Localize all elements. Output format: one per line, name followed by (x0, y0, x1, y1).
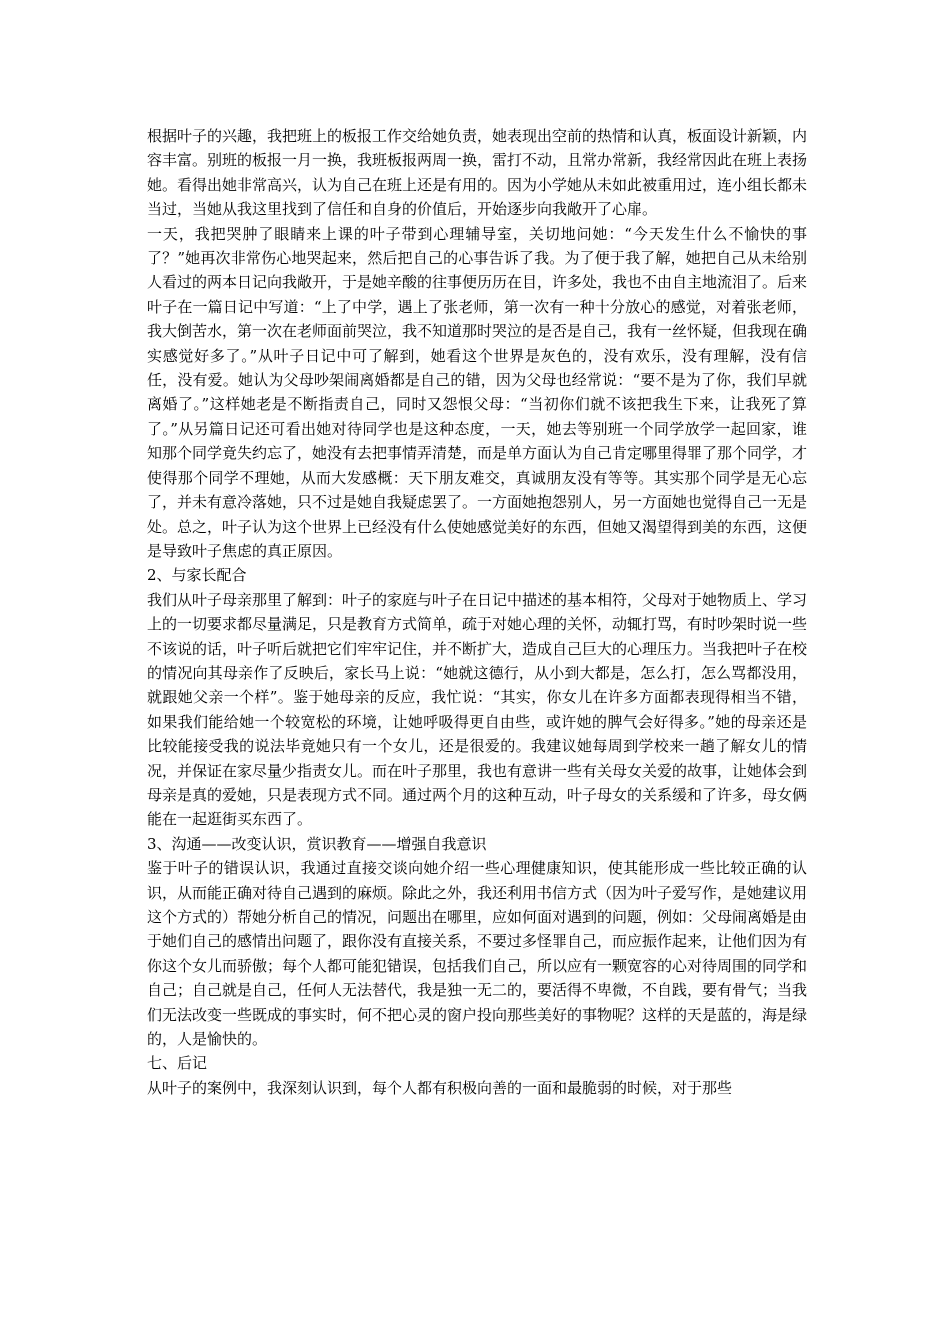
paragraph-postscript: 从叶子的案例中，我深刻认识到，每个人都有积极向善的一面和最脆弱的时候，对于那些 (147, 1078, 733, 1097)
paragraph-diary-story: 一天，我把哭肿了眼睛来上课的叶子带到心理辅导室，关切地问她：“今天发生什么不愉快的事了？”她再次非常伤心地哭起来，然后把自己的心事告诉了我。为了便于我了解，她把自己从未给别人看过的两本日记向我敞开，于是她辛酸的往事便历历在目，许多处，我也不由自主地流泪了。后来叶子在一篇日记中写道：“上了中学，遇上了张老师，第一次有一种十分放心的感觉，对着张老师，我大倒苦水，第一次在老师面前哭泣，我不知道那时哭泣的是否是自己，我有一丝怀疑，但我现在确实感觉好多了。”从叶子日记中可了解到，她看这个世界是灰色的，没有欢乐，没有理解，没有信任，没有爱。她认为父母吵架闹离婚都是自己的错，因为父母也经常说：“要不是为了你，我们早就离婚了。”这样她老是不断指责自己，同时又怨恨父母：“当初你们就不该把我生下来，让我死了算了。”从另篇日记还可看出她对待同学也是这种态度，一天，她去等别班一个同学放学一起回家，谁知那个同学竟失约忘了，她没有去把事情弄清楚，而是单方面认为自己肯定哪里得罪了那个同学，才使得那个同学不理她，从而大发感概：天下朋友难交，真诚朋友没有等等。其实那个同学是无心忘了，并未有意冷落她，只不过是她自我疑虑罢了。一方面她抱怨别人，另一方面她也觉得自己一无是处。总之，叶子认为这个世界上已经没有什么使她感觉美好的东西，但她又渴望得到美的东西，这便是导致叶子焦虑的真正原因。 (147, 224, 808, 560)
document-body (147, 124, 807, 1100)
section-heading-communication: 3、沟通——改变认识，赏识教育——增强自我意识 (147, 834, 487, 853)
section-heading-parent-cooperation: 2、与家长配合 (147, 566, 247, 585)
section-heading-postscript: 七、后记 (147, 1054, 208, 1073)
paragraph-mother-communication: 我们从叶子母亲那里了解到：叶子的家庭与叶子在日记中描述的基本相符，父母对于她物质上、学习上的一切要求都尽量满足，只是教育方式简单，疏于对她心理的关怀，动辄打骂，有时吵架时说一些不该说的话，叶子听后就把它们牢牢记住，并不断扩大，造成自己巨大的心理压力。当我把叶子在校的情况向其母亲作了反映后，家长马上说：“她就这德行，从小到大都是，怎么打，怎么骂都没用，就跟她父亲一个样”。鉴于她母亲的反应，我忙说：“其实，你女儿在许多方面都表现得相当不错，如果我们能给她一个较宽松的环境，让她呼吸得更自由些，或许她的脾气会好得多。”她的母亲还是比较能接受我的说法毕竟她只有一个女儿，还是很爱的。我建议她每周到学校来一趟了解女儿的情况，并保证在家尽量少指责女儿。而在叶子那里，我也有意讲一些有关母女关爱的故事，让她体会到母亲是真的爱她，只是表现方式不同。通过两个月的这种互动，叶子母女的关系缓和了许多，母女俩能在一起逛街买东西了。 (147, 590, 808, 829)
paragraph-blackboard-newspaper: 根据叶子的兴趣，我把班上的板报工作交给她负责，她表现出空前的热情和认真，板面设计新颖，内容丰富。别班的板报一月一换，我班板报两周一换，雷打不动，且常办常新，我经常因此在班上表扬她。看得出她非常高兴，认为自己在班上还是有用的。因为小学她从未如此被重用过，连小组长都未当过，当她从我这里找到了信任和自身的价值后，开始逐步向我敞开了心扉。 (147, 127, 808, 219)
paragraph-correcting-cognition: 鉴于叶子的错误认识，我通过直接交谈向她介绍一些心理健康知识，使其能形成一些比较正确的认识，从而能正确对待自己遇到的麻烦。除此之外，我还利用书信方式（因为叶子爱写作，是她建议用这个方式的）帮她分析自己的情况，问题出在哪里，应如何面对遇到的问题，例如：父母闹离婚是由于她们自己的感情出问题了，跟你没有直接关系，不要过多怪罪自己，而应振作起来，让他们因为有你这个女儿而骄傲；每个人都可能犯错误，包括我们自己，所以应有一颗宽容的心对待周围的同学和自己；自己就是自己，任何人无法替代，我是独一无二的，要活得不卑微，不自践，要有骨气；当我们无法改变一些既成的事实时，何不把心灵的窗户投向那些美好的事物呢？这样的天是蓝的，海是绿的，人是愉快的。 (147, 859, 808, 1049)
